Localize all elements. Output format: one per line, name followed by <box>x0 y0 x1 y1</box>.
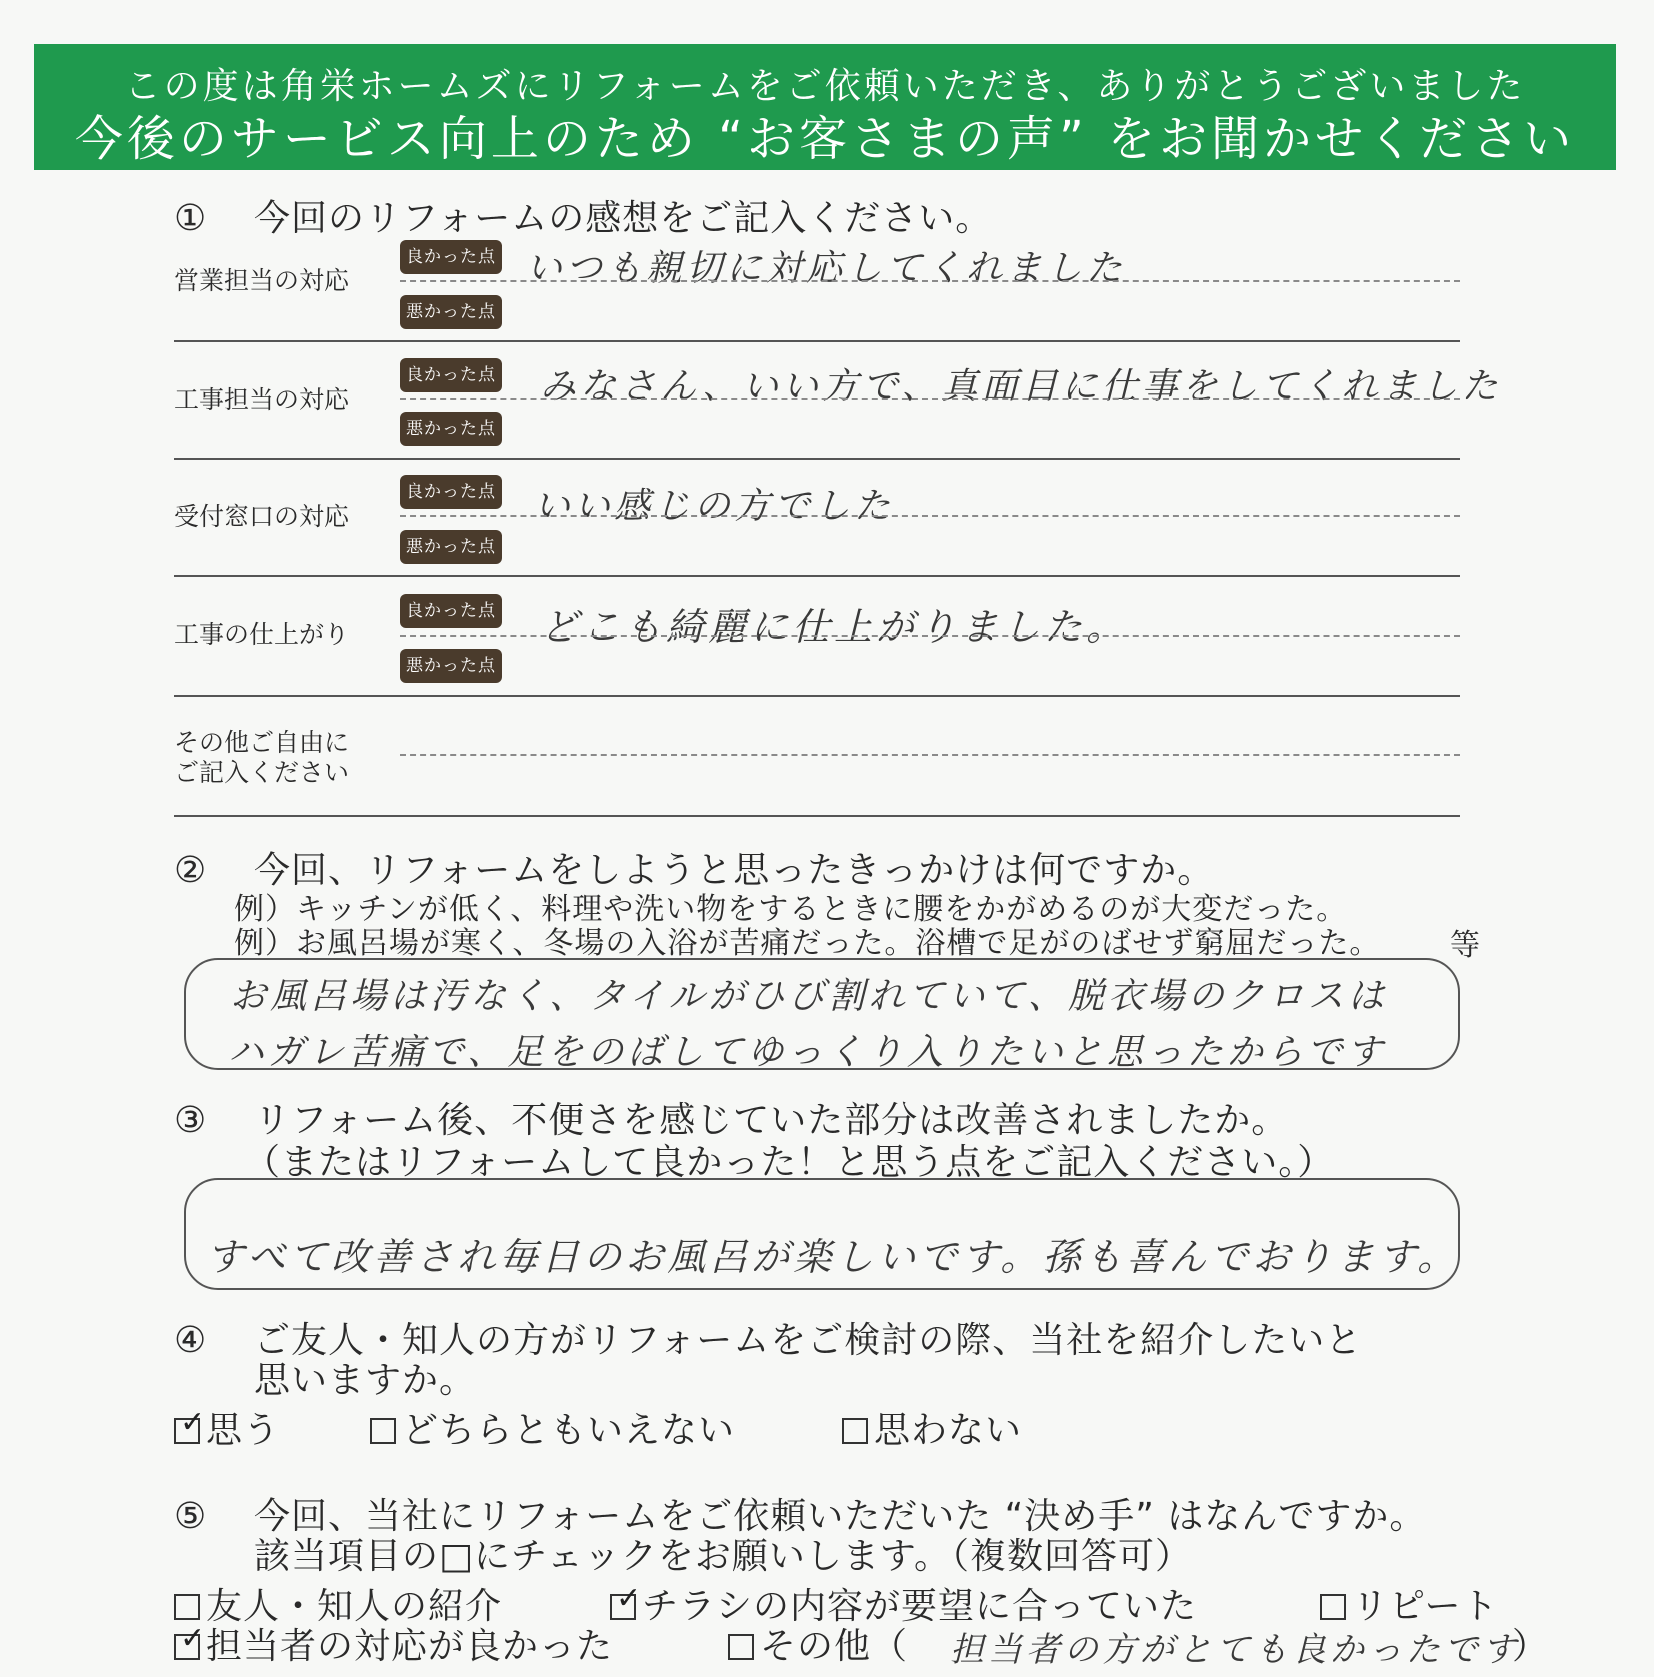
q4-no-checkbox[interactable] <box>842 1418 868 1444</box>
q5-other-paren-open: （ <box>871 1626 909 1667</box>
row-divider <box>174 815 1460 817</box>
checkmark-icon: ✓ <box>180 1405 207 1440</box>
header-banner <box>34 44 1616 170</box>
good-tag-construction: 良かった点 <box>400 358 502 392</box>
row-divider <box>174 695 1460 697</box>
q5-flyer-checkbox[interactable] <box>610 1581 643 1620</box>
q4-neutral-checkbox[interactable] <box>370 1418 396 1444</box>
good-tag-finish: 良かった点 <box>400 594 502 628</box>
q4-yes-checkbox[interactable] <box>174 1405 207 1444</box>
q2-example2: 例）お風呂場が寒く、冬場の入浴が苦痛だった。浴槽で足がのばせず窮屈だった。 <box>234 926 1381 961</box>
q4-option-neutral[interactable] <box>370 1402 735 1453</box>
q5-other-paren-close: ） <box>1512 1626 1550 1667</box>
row-label-construction: 工事担当の対応 <box>174 385 350 414</box>
q5-repeat-label: リピート <box>1352 1586 1499 1627</box>
header-request: 今後のサービス向上のため “お客さまの声” をお聞かせください <box>74 111 1576 167</box>
q1-title <box>174 190 992 241</box>
q5-staff-checkbox[interactable] <box>174 1621 207 1660</box>
q4-number: ④ <box>174 1320 208 1361</box>
good-tag-reception: 良かった点 <box>400 475 502 509</box>
q5-number: ⑤ <box>174 1496 208 1537</box>
q4-neutral-label: どちらともいえない <box>402 1410 736 1451</box>
row-label-reception: 受付窓口の対応 <box>174 502 350 531</box>
q5-option-other[interactable] <box>728 1618 908 1669</box>
other-line <box>400 754 1460 756</box>
q1-title-text: 今回のリフォームの感想をご記入ください。 <box>254 198 993 239</box>
q2-number: ② <box>174 850 208 891</box>
header-thanks: この度は角栄ホームズにリフォームをご依頼いただき、ありがとうございました <box>124 66 1526 107</box>
q3-title-line2: （またはリフォームして良かった！と思う点をご記入ください。） <box>244 1142 1335 1183</box>
q5-repeat-checkbox[interactable] <box>1320 1594 1346 1620</box>
reception-good-line <box>400 515 1460 517</box>
row-divider <box>174 340 1460 342</box>
q2-answer-line1: お風呂場は汚なく、タイルがひび割れていて、脱衣場のクロスは <box>230 976 1388 1017</box>
q3-number: ③ <box>174 1100 208 1141</box>
construction-good-answer[interactable]: みなさん、いい方で、真面目に仕事をしてくれました <box>540 366 1502 407</box>
reception-good-answer[interactable]: いい感じの方でした <box>534 486 895 527</box>
bad-tag-construction: 悪かった点 <box>400 412 502 446</box>
checkmark-icon: ✓ <box>180 1621 207 1656</box>
q5-other-answer[interactable]: 担当者の方がとても良かったです <box>950 1630 1520 1670</box>
q2-answer-line2: ハガレ苦痛で、足をのばしてゆっくり入りたいと思ったからです <box>228 1032 1387 1073</box>
finish-good-line <box>400 635 1460 637</box>
q4-title-line1: ご友人・知人の方がリフォームをご検討の際、当社を紹介したいと <box>254 1320 1363 1361</box>
q3-title-line1: リフォーム後、不便さを感じていた部分は改善されましたか。 <box>254 1100 1289 1141</box>
q4-option-no[interactable] <box>842 1402 1022 1453</box>
q5-other-label: その他 <box>760 1626 872 1667</box>
bad-tag-finish: 悪かった点 <box>400 649 502 683</box>
q5-referral-checkbox[interactable] <box>174 1594 200 1620</box>
row-label-finish: 工事の仕上がり <box>174 620 350 649</box>
q4-option-yes[interactable] <box>174 1402 280 1453</box>
good-tag-sales: 良かった点 <box>400 240 502 274</box>
construction-good-line <box>400 398 1460 400</box>
q1-number: ① <box>174 198 208 239</box>
q5-other-checkbox[interactable] <box>728 1634 754 1660</box>
q5-staff-label: 担当者の対応が良かった <box>206 1626 614 1667</box>
bad-tag-reception: 悪かった点 <box>400 530 502 564</box>
sales-good-line <box>400 280 1460 282</box>
q5-option-staff[interactable] <box>174 1618 613 1669</box>
row-divider <box>174 575 1460 577</box>
q5-referral-label: 友人・知人の紹介 <box>206 1586 503 1627</box>
q2-title-text: 今回、リフォームをしようと思ったきっかけは何ですか。 <box>254 850 1215 891</box>
q4-yes-label: 思う <box>206 1410 281 1451</box>
bad-tag-sales: 悪かった点 <box>400 295 502 329</box>
row-label-sales: 営業担当の対応 <box>174 266 350 295</box>
finish-good-answer[interactable]: どこも綺麗に仕上がりました。 <box>540 605 1129 649</box>
q5-title-line1: 今回、当社にリフォームをご依頼いただいた “決め手” はなんですか。 <box>254 1496 1427 1537</box>
q2-etc: 等 <box>1450 928 1481 963</box>
checkmark-icon: ✓ <box>616 1581 643 1616</box>
q5-flyer-label: チラシの内容が要望に合っていた <box>642 1586 1198 1627</box>
q3-answer: すべて改善され毎日のお風呂が楽しいです。孫も喜んでおります。 <box>206 1235 1460 1279</box>
other-label-line1: その他ご自由に <box>174 728 350 757</box>
other-label-line2: ご記入ください <box>174 758 350 787</box>
q2-example1: 例）キッチンが低く、料理や洗い物をするときに腰をかがめるのが大変だった。 <box>234 892 1348 927</box>
q5-title-line2: 該当項目の□にチェックをお願いします。（複数回答可） <box>254 1536 1193 1577</box>
sales-good-answer[interactable]: いつも親切に対応してくれました <box>526 248 1127 289</box>
q4-no-label: 思わない <box>874 1410 1023 1451</box>
row-divider <box>174 458 1460 460</box>
q4-title-line2: 思いますか。 <box>254 1360 477 1401</box>
